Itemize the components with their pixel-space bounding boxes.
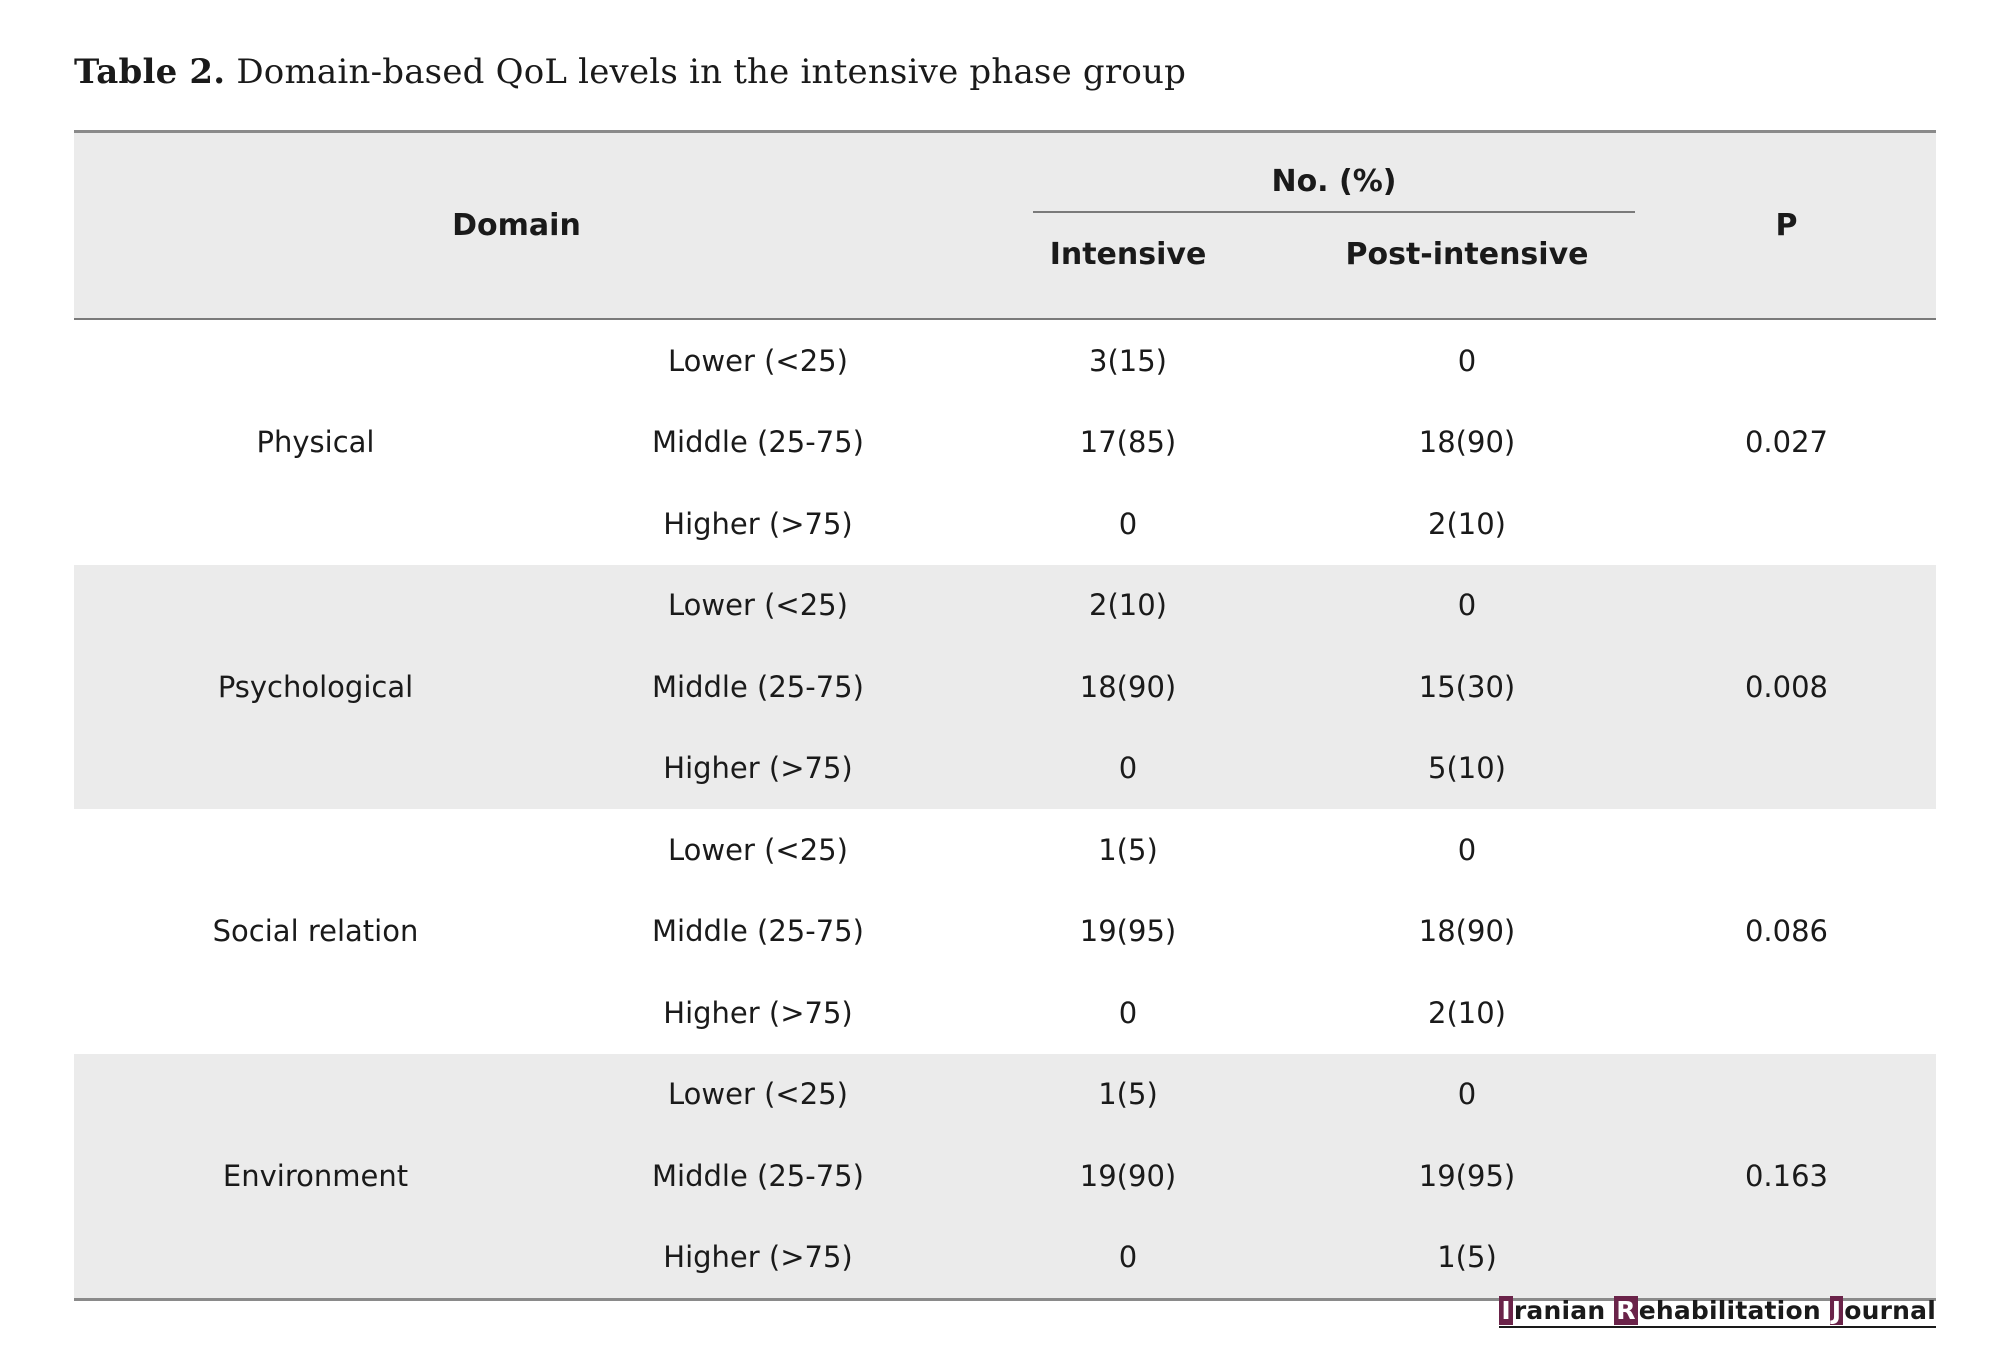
header-no-percent-label: No. (%): [1033, 164, 1635, 213]
p-value-cell: 0.086: [1744, 914, 1829, 949]
level-cell: Higher (>75): [663, 995, 853, 1030]
journal-word-3: ournal: [1844, 1296, 1936, 1325]
level-cell: Middle (25-75): [652, 669, 864, 704]
journal-logo: [1499, 1296, 1936, 1328]
post-intensive-cell: 0: [1457, 832, 1477, 867]
post-intensive-cell: 15(30): [1418, 669, 1516, 704]
journal-word-1: ranian: [1513, 1296, 1615, 1325]
domain-cell: Psychological: [217, 669, 414, 704]
level-cell: Higher (>75): [663, 751, 853, 786]
post-intensive-cell: 2(10): [1428, 995, 1506, 1030]
table-header: [74, 132, 1936, 320]
header-no-percent: [959, 132, 1637, 228]
post-intensive-cell: 19(95): [1418, 1158, 1516, 1193]
post-intensive-cell: 0: [1457, 588, 1477, 623]
journal-word-2: ehabilitation: [1638, 1296, 1830, 1325]
header-post-intensive: Post-intensive: [1297, 227, 1637, 319]
table-row: [74, 1054, 1936, 1136]
domain-cell: Physical: [256, 425, 375, 460]
table-row: [74, 319, 1936, 402]
level-cell: Middle (25-75): [652, 914, 864, 949]
header-domain: Domain: [74, 132, 959, 320]
p-value-cell: 0.008: [1744, 669, 1829, 704]
intensive-cell: 0: [1118, 751, 1138, 786]
p-value-cell: 0.027: [1744, 425, 1829, 460]
post-intensive-cell: 0: [1457, 343, 1477, 378]
intensive-cell: 17(85): [1079, 425, 1177, 460]
post-intensive-cell: 1(5): [1297, 1217, 1637, 1300]
intensive-cell: 0: [959, 1217, 1297, 1300]
domain-cell: Environment: [74, 1054, 557, 1300]
caption-label: Table 2.: [74, 52, 226, 92]
intensive-cell: 0: [1118, 506, 1138, 541]
intensive-cell: 19(90): [1079, 1158, 1177, 1193]
level-cell: Lower (<25): [668, 588, 848, 623]
post-intensive-cell: 2(10): [1428, 506, 1506, 541]
group-physical: [74, 319, 1936, 565]
table-caption: [74, 52, 1186, 92]
group-environment: [74, 1054, 1936, 1300]
header-p: P: [1637, 132, 1936, 320]
level-cell: Lower (<25): [668, 832, 848, 867]
journal-initial-j: J: [1831, 1296, 1842, 1325]
table-row: [74, 565, 1936, 647]
level-cell: Lower (<25): [668, 1077, 848, 1112]
post-intensive-cell: 5(10): [1428, 751, 1506, 786]
journal-initial-r: R: [1616, 1296, 1636, 1325]
intensive-cell: 18(90): [1079, 669, 1177, 704]
intensive-cell: 0: [1118, 995, 1138, 1030]
intensive-cell: 19(95): [1079, 914, 1177, 949]
intensive-cell: 1(5): [1098, 1077, 1158, 1112]
intensive-cell: 3(15): [1089, 343, 1167, 378]
intensive-cell: 2(10): [1089, 588, 1167, 623]
intensive-cell: 1(5): [1098, 832, 1158, 867]
level-cell: Higher (>75): [557, 1217, 959, 1300]
level-cell: Middle (25-75): [652, 425, 864, 460]
post-intensive-cell: 18(90): [1418, 914, 1516, 949]
header-intensive: Intensive: [959, 227, 1297, 319]
caption-text: Domain-based QoL levels in the intensive phase group: [225, 52, 1187, 92]
level-cell: Higher (>75): [663, 506, 853, 541]
group-psychological: [74, 565, 1936, 810]
table-row: [74, 809, 1936, 891]
post-intensive-cell: 18(90): [1418, 425, 1516, 460]
level-cell: Middle (25-75): [652, 1158, 864, 1193]
post-intensive-cell: 0: [1457, 1077, 1477, 1112]
domain-cell: Social relation: [212, 914, 419, 949]
group-social-relation: [74, 809, 1936, 1054]
journal-initial-i: I: [1501, 1296, 1511, 1325]
p-value-cell: 0.163: [1637, 1054, 1936, 1300]
qol-table: [74, 130, 1936, 1301]
level-cell: Lower (<25): [668, 343, 848, 378]
